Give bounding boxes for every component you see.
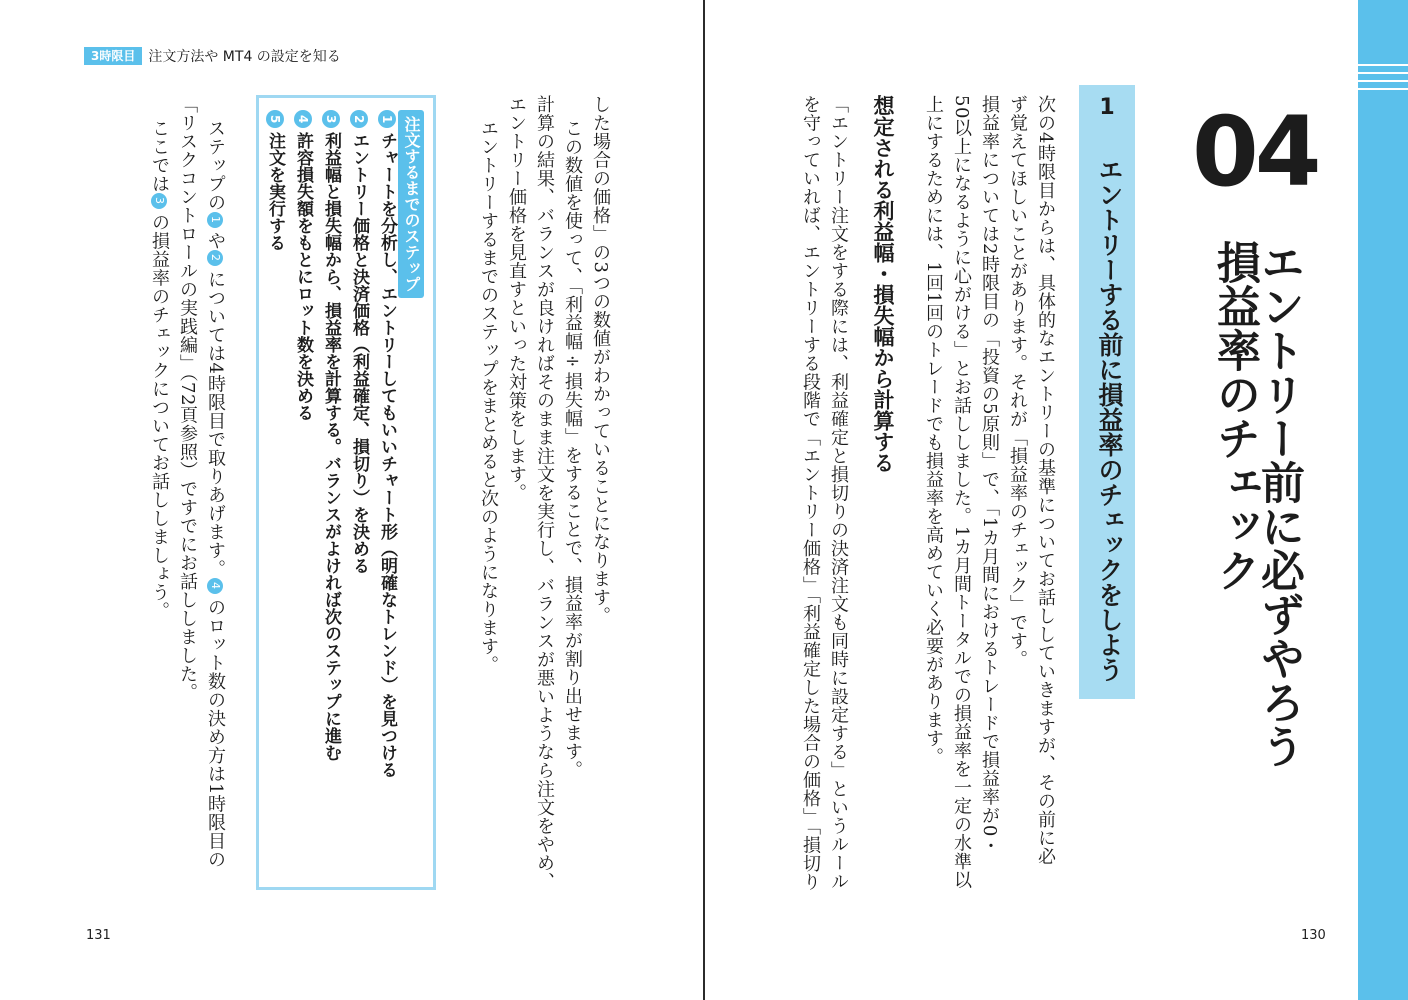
period-tag: 3時限目 (84, 47, 142, 65)
section-title: エントリーする前に損益率のチェックをしよう (1095, 157, 1124, 682)
steps-box-title: 注文するまでのステップ (398, 110, 424, 298)
body-column: 「エントリー注文をする際には、利益確定と損切りの決済注文も同時に設定する」というルール (828, 95, 849, 891)
step-number-badge: 1 (378, 110, 396, 128)
step-text: 注文を実行する (265, 132, 285, 251)
chapter-title-line-1: エントリー前に必ずやろう (1253, 240, 1304, 768)
step-item (291, 110, 315, 421)
body-column: 50以上になるように心がける」とお話ししました。1カ月間トータルでの損益率を一定の水準以 (951, 95, 972, 890)
body-column: この数値を使って、「利益幅÷損失幅」をすることで、損益率が割り出せます。 (562, 119, 583, 779)
body-column: エントリーするまでのステップをまとめると次のようになります。 (478, 119, 499, 674)
step-number-badge: 5 (266, 110, 284, 128)
step-text: 許容損失額をもとにロット数を決める (293, 132, 313, 421)
body-column: ここでは3の損益率のチェックについてお話ししましょう。 (149, 119, 170, 620)
steps-box (256, 95, 436, 890)
side-tab-stripe (1358, 72, 1408, 74)
side-tab-stripe (1358, 80, 1408, 82)
subheading: 想定される利益幅・損失幅から計算する (871, 95, 895, 473)
step-item (263, 110, 287, 251)
body-column: ステップの1や2については4時限目で取りあげます。4のロット数の決め方は1時限目の (205, 119, 226, 869)
step-item (347, 110, 371, 574)
chapter-side-tab (1358, 0, 1408, 1000)
step-number-badge: 3 (151, 193, 167, 209)
running-header (84, 47, 341, 65)
body-column: ず覚えてほしいことがあります。それが「損益率のチェック」です。 (1007, 95, 1028, 669)
header-section-title: 注文方法や MT4 の設定を知る (148, 49, 341, 65)
body-column: 損益率については2時限目の「投資の5原則」で、「1カ月間におけるトレードで損益率が0・ (979, 95, 1000, 856)
step-item (375, 110, 399, 778)
section-heading-band (1079, 85, 1135, 699)
step-number-badge: 4 (294, 110, 312, 128)
left-page (0, 0, 703, 1000)
body-column: 計算の結果、バランスが良ければそのまま注文を実行し、バランスが悪いようなら注文をやめ、 (534, 95, 555, 891)
side-tab-stripe (1358, 88, 1408, 90)
body-column: 「リスクコントロールの実践編」（72頁参照）ですでにお話ししました。 (177, 95, 198, 702)
body-column: を守っていれば、エントリーする段階で「エントリー価格」「利益確定した場合の価格」「損切り (800, 95, 821, 891)
page-number: 131 (86, 928, 111, 943)
section-number: 1 (1099, 95, 1115, 120)
step-item (319, 110, 343, 761)
step-text: エントリー価格と決済価格（利益確定、損切り）を決める (349, 132, 369, 574)
right-page (705, 0, 1408, 1000)
body-column: した場合の価格」の3つの数値がわかっていることになります。 (590, 95, 611, 625)
body-column: 次の4時限目からは、具体的なエントリーの基準についてお話ししていきますが、その前に必 (1035, 95, 1056, 866)
step-number-badge: 3 (322, 110, 340, 128)
body-column: エントリー価格を見直すといった対策をします。 (506, 95, 527, 502)
chapter-title-line-2: 損益率のチェック (1209, 240, 1260, 592)
step-number-badge: 2 (207, 250, 223, 266)
body-column: 上にするためには、1回1回のトレードでも損益率を高めていく必要があります。 (923, 95, 944, 767)
step-number-badge: 2 (350, 110, 368, 128)
step-number-badge: 1 (207, 212, 223, 228)
page-number: 130 (1301, 928, 1326, 943)
step-text: チャートを分析し、エントリーしてもいいチャート形（明確なトレンド）を見つける (377, 132, 397, 778)
chapter-number: 04 (1192, 96, 1318, 208)
step-text: 利益幅と損失幅から、損益率を計算する。バランスがよければ次のステップに進む (321, 132, 341, 761)
step-number-badge: 4 (207, 578, 223, 594)
side-tab-stripe (1358, 64, 1408, 66)
